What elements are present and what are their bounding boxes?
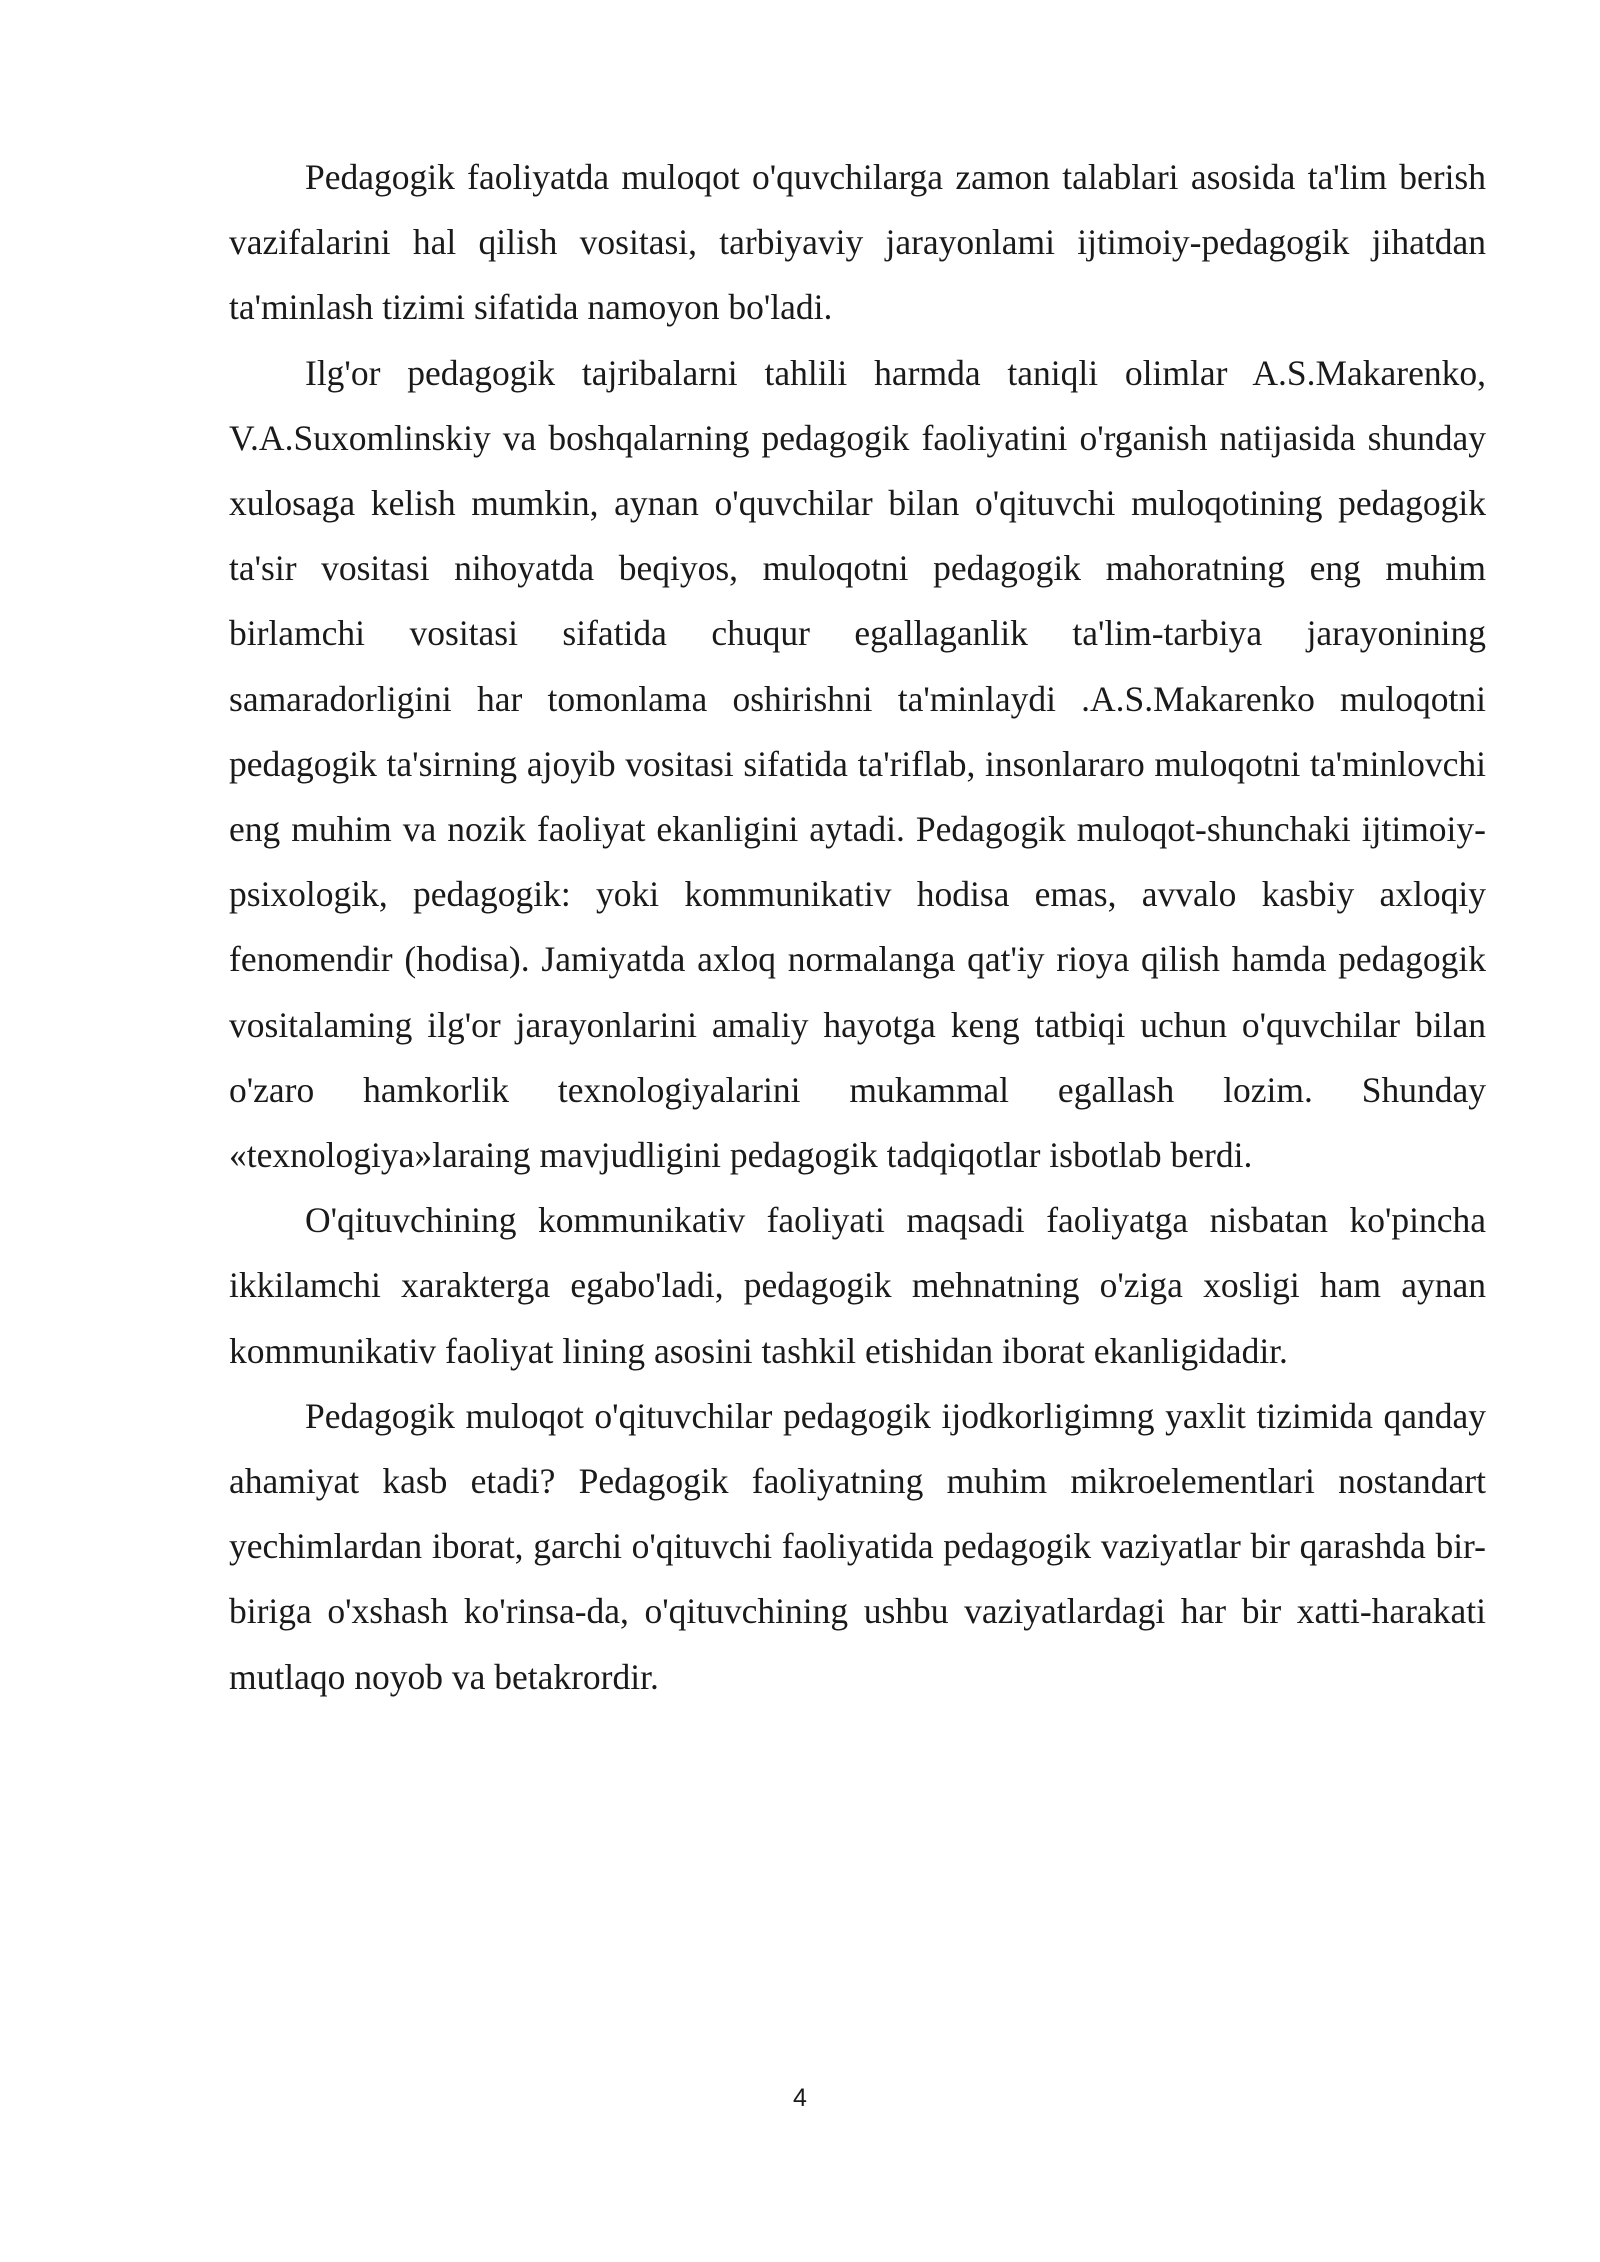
paragraph-1: Pedagogik faoliyatda muloqot o'quvchilarga zamon talablari asosida ta'lim berish vazifalarini hal qilish vositasi, tarbiyaviy jarayonlami ijtimoiy-pedagogik jihatdan ta'minlash tizimi sifatida namoyon bo'ladi.: [229, 157, 1486, 328]
page-body: [229, 145, 1486, 1710]
paragraph-3: O'qituvchining kommunikativ faoliyati maqsadi faoliyatga nisbatan ko'pincha ikkilamchi xarakterga egabo'ladi, pedagogik mehnatning o'ziga xosligi ham aynan kommunikativ faoliyat lining asosini tashkil etishidan iborat ekanligidadir.: [229, 1200, 1486, 1371]
paragraph-2: Ilg'or pedagogik tajribalarni tahlili harmda taniqli olimlar A.S.Makarenko, V.A.Suxomlinskiy va boshqalarning pedagogik faoliyatini o'rganish natijasida shunday xulosaga kelish mumkin, aynan o'quvchilar bilan o'qituvchi muloqotining pedagogik ta'sir vositasi nihoyatda beqiyos, muloqotni pedagogik mahoratning eng muhim birlamchi vositasi sifatida chuqur egallaganlik ta'lim-tarbiya jarayonining samaradorligini har tomonlama oshirishni ta'minlaydi .A.S.Makarenko muloqotni pedagogik ta'sirning ajoyib vositasi sifatida ta'riflab, insonlararo muloqotni ta'minlovchi eng muhim va nozik faoliyat ekanligini aytadi. Pedagogik muloqot-shunchaki ijtimoiy-psixologik, pedagogik: yoki kommunikativ hodisa emas, avvalo kasbiy axloqiy fenomendir (hodisa). Jamiyatda axloq normalanga qat'iy rioya qilish hamda pedagogik vositalaming ilg'or jarayonlarini amaliy hayotga keng tatbiqi uchun o'quvchilar bilan o'zaro hamkorlik texnologiyalarini mukammal egallash lozim. Shunday «texnologiya»laraing mavjudligini pedagogik tadqiqotlar isbotlab berdi.: [229, 352, 1486, 1176]
paragraph-4: Pedagogik muloqot o'qituvchilar pedagogik ijodkorligimng yaxlit tizimida qanday ahamiyat kasb etadi? Pedagogik faoliyatning muhim mikroelementlari nostandart yechimlardan iborat, garchi o'qituvchi faoliyatida pedagogik vaziyatlar bir qarashda bir-biriga o'xshash ko'rinsa-da, o'qituvchining ushbu vaziyatlardagi har bir xatti-harakati mutlaqo noyob va betakrordir.: [229, 1395, 1486, 1697]
page-number: 4: [793, 2084, 807, 2112]
